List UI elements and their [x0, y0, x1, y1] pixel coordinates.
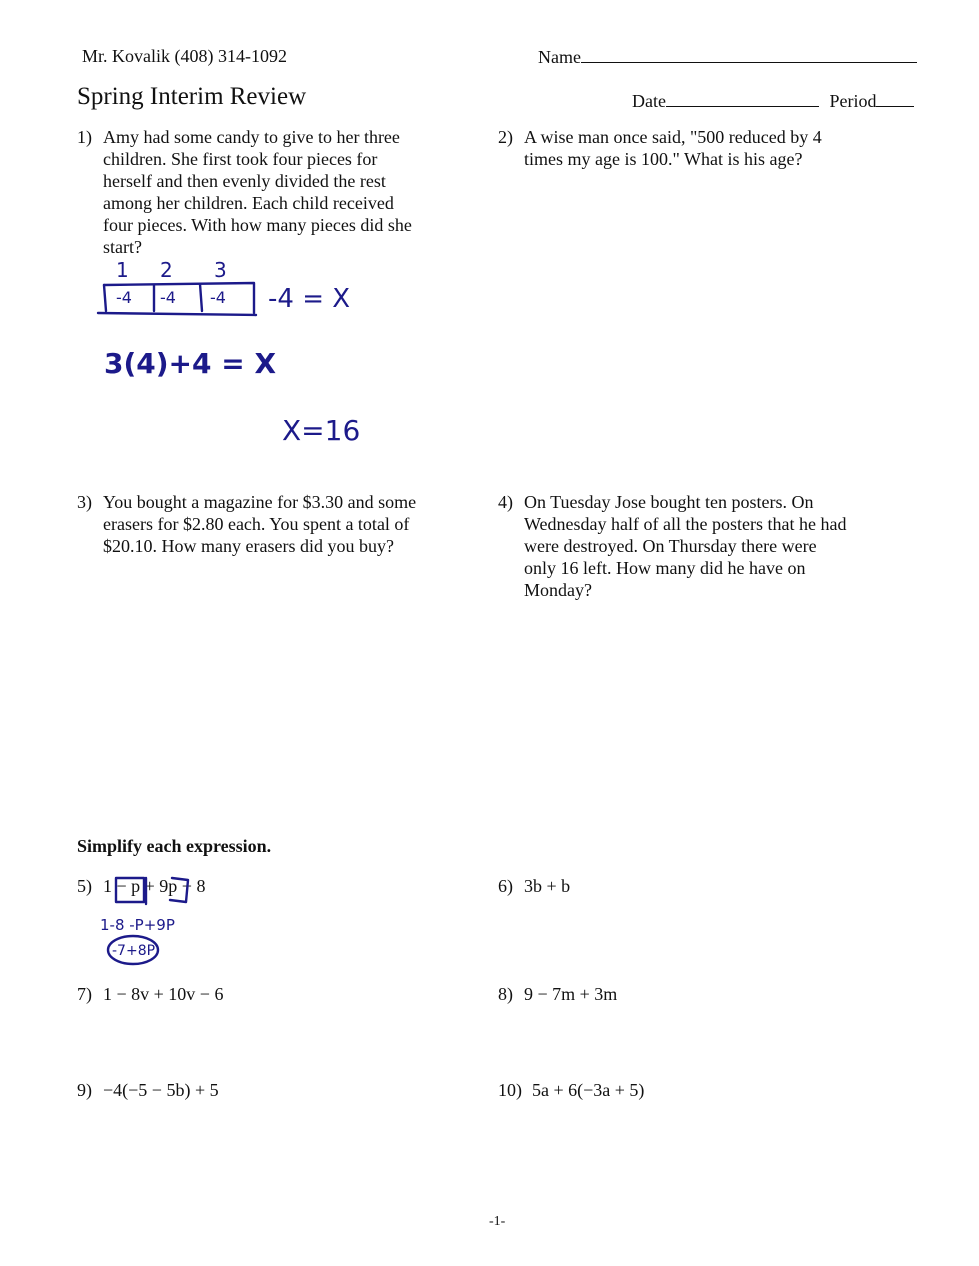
name-blank [581, 46, 917, 63]
expression-8 [498, 984, 617, 1005]
problem-text: Amy had some candy to give to her three children. She first took four pieces for herself and then evenly divided the rest among her children. Each child received four pieces. With how many pieces did she start? [103, 127, 412, 257]
expression-number: 9) [77, 1080, 92, 1100]
expression-number: 5) [77, 876, 92, 896]
tape-box-bottom [98, 313, 256, 315]
equation-line-2: 3(4)+4 = X [104, 347, 277, 380]
work-step: 1-8 -P+9P [100, 916, 175, 934]
page-title: Spring Interim Review [77, 83, 307, 110]
tape-cell-2: -4 [160, 288, 176, 307]
expression-7 [77, 984, 223, 1005]
period-label: Period [829, 91, 877, 111]
problem-1 [77, 126, 427, 258]
expression-text: 5a + 6(−3a + 5) [532, 1080, 645, 1100]
problem-3 [77, 491, 427, 557]
expression-text: 9 − 7m + 3m [524, 984, 618, 1004]
name-field [538, 46, 917, 68]
problem-text: You bought a magazine for $3.30 and some erasers for $2.80 each. You spent a total of $20.10. How many erasers did you buy? [103, 492, 417, 556]
expression-number: 10) [498, 1080, 522, 1100]
expression-number: 8) [498, 984, 513, 1004]
period-blank [876, 90, 914, 107]
answer-text: X=16 [282, 414, 361, 447]
date-period-fields [632, 90, 914, 112]
problem-number: 1) [77, 127, 92, 147]
problem-1-answer [280, 410, 370, 450]
page-number: -1- [489, 1214, 506, 1229]
answer-text: -7+8P [112, 943, 156, 959]
term-box [116, 878, 144, 902]
term-bracket [170, 878, 188, 902]
tape-cell-1: -4 [116, 288, 132, 307]
expression-10 [498, 1080, 644, 1101]
expression-number: 6) [498, 876, 513, 896]
tape-divider [200, 284, 202, 311]
expression-6 [498, 876, 570, 897]
problem-2 [498, 126, 848, 170]
tape-label-2: 2 [160, 258, 173, 282]
date-blank [666, 90, 819, 107]
name-label: Name [538, 47, 581, 67]
expression-number: 7) [77, 984, 92, 1004]
equation-line-1: -4 = X [268, 284, 351, 314]
problem-5-handwriting [100, 872, 210, 972]
problem-text: On Tuesday Jose bought ten posters. On Wednesday half of all the posters that he had were destroyed. On Thursday there were only 16 left. How many did he have on Monday? [524, 492, 847, 600]
problem-number: 4) [498, 492, 513, 512]
expression-text: 1 − 8v + 10v − 6 [103, 984, 224, 1004]
expression-text: −4(−5 − 5b) + 5 [103, 1080, 219, 1100]
problem-text: A wise man once said, "500 reduced by 4 times my age is 100." What is his age? [524, 127, 822, 169]
teacher-contact: Mr. Kovalik (408) 314-1092 [82, 46, 287, 66]
problem-4 [498, 491, 848, 601]
tape-label-3: 3 [214, 258, 227, 282]
tape-divider [104, 285, 106, 311]
expression-text: 1 − p + 9p − 8 [103, 876, 206, 896]
problem-number: 3) [77, 492, 92, 512]
expression-9 [77, 1080, 219, 1101]
date-label: Date [632, 91, 666, 111]
problem-number: 2) [498, 127, 513, 147]
section-heading: Simplify each expression. [77, 836, 272, 856]
tape-label-1: 1 [116, 258, 129, 282]
expression-text: 3b + b [524, 876, 571, 896]
tape-cell-3: -4 [210, 288, 226, 307]
